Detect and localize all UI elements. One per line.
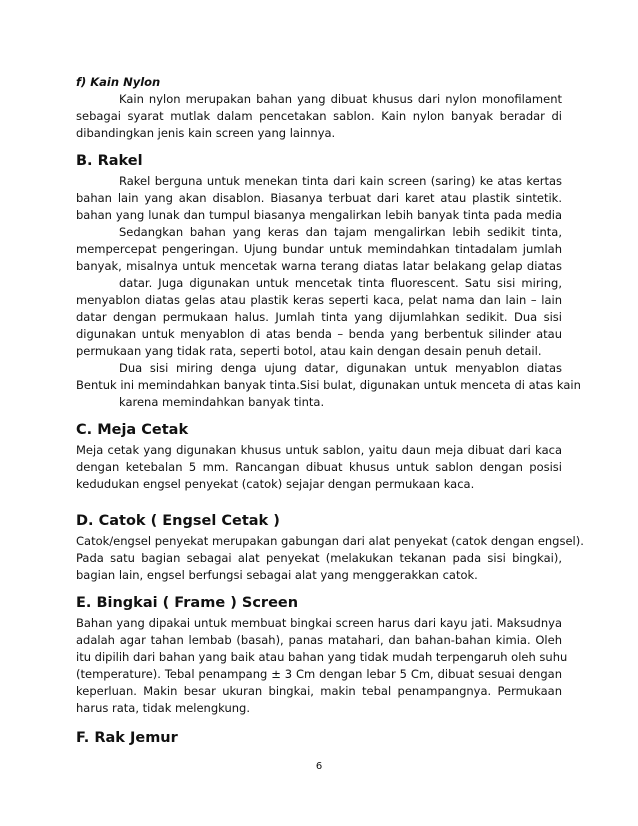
paragraph-line: Meja cetak yang digunakan khusus untuk sablon, yaitu daun meja dibuat dari kaca [76,443,562,457]
paragraph-line: Sedangkan bahan yang keras dan tajam mengalirkan lebih sedikit tinta, [119,225,562,239]
section-title-meja-cetak: C. Meja Cetak [76,422,189,438]
paragraph-line: adalah agar tahan lembab (basah), panas matahari, dan bahan-bahan kimia. Oleh [76,633,562,647]
section-title-bingkai: E. Bingkai ( Frame ) Screen [76,595,299,611]
paragraph-line: itu dipilih dari bahan yang baik atau bahan yang tidak mudah terpengaruh oleh suhu [76,650,568,664]
paragraph-line: datar. Juga digunakan untuk mencetak tinta fluorescent. Satu sisi miring, [119,276,562,290]
page-number: 6 [315,761,323,772]
paragraph-line: sebagai syarat mutlak dalam pencetakan sablon. Kain nylon banyak beradar di [76,109,562,123]
paragraph-line: Rakel berguna untuk menekan tinta dari kain screen (saring) ke atas kertas [119,174,562,188]
paragraph-line: karena memindahkan banyak tinta. [119,395,325,409]
paragraph-line: dibandingkan jenis kain screen yang lainnya. [76,126,336,140]
paragraph-line: banyak, misalnya untuk mencetak warna terang diatas latar belakang gelap diatas [76,259,562,273]
paragraph-line: Bahan yang dipakai untuk membuat bingkai screen harus dari kayu jati. Maksudnya [76,616,562,630]
paragraph-line: Catok/engsel penyekat merupakan gabungan dari alat penyekat (catok dengan engsel). [76,534,584,548]
paragraph-line: Dua sisi miring denga ujung datar, digunakan untuk menyablon diatas [119,361,562,375]
paragraph-line: kedudukan engsel penyekat (catok) sejajar dengan permukaan kaca. [76,477,475,491]
paragraph-line: mempercepat pengeringan. Ujung bundar untuk memindahkan tintadalam jumlah [76,242,562,256]
paragraph-line: bagian lain, engsel berfungsi sebagai alat yang menggerakkan catok. [76,568,478,582]
paragraph-line: datar dengan permukaan halus. Jumlah tinta yang dijumlahkan sedikit. Dua sisi [76,310,562,324]
paragraph-line: permukaan yang tidak rata, seperti botol, atau kain dengan desain penuh detail. [76,344,542,358]
paragraph-line: menyablon diatas gelas atau plastik keras seperti kaca, pelat nama dan lain – lain [76,293,562,307]
paragraph-line: Bentuk ini memindahkan banyak tinta.Sisi bulat, digunakan untuk menceta di atas kain [76,378,581,392]
paragraph-line: Kain nylon merupakan bahan yang dibuat khusus dari nylon monofilament [119,92,562,106]
section-title-catok: D. Catok ( Engsel Cetak ) [76,513,280,529]
section-title-rakel: B. Rakel [76,153,143,169]
paragraph-line: bahan lain yang akan disablon. Biasanya terbuat dari karet atau plastik sintetik. [76,191,562,205]
paragraph-line: bahan yang lunak dan tumpul biasanya mengalirkan lebih banyak tinta pada media [76,208,562,222]
paragraph-line: Pada satu bagian sebagai alat penyekat (melakukan tekanan pada sisi bingkai), [76,551,562,565]
paragraph-line: digunakan untuk menyablon di atas benda – benda yang berbentuk silinder atau [76,327,562,341]
paragraph-line: (temperature). Tebal penampang ± 3 Cm dengan lebar 5 Cm, dibuat sesuai dengan [76,667,562,681]
paragraph-line: harus rata, tidak melengkung. [76,701,250,715]
subsection-title-kain-nylon: f) Kain Nylon [76,75,161,89]
paragraph-line: dengan ketebalan 5 mm. Rancangan dibuat khusus untuk sablon dengan posisi [76,460,562,474]
section-title-rak-jemur: F. Rak Jemur [76,730,178,746]
paragraph-line: keperluan. Makin besar ukuran bingkai, makin tebal penampangnya. Permukaan [76,684,562,698]
